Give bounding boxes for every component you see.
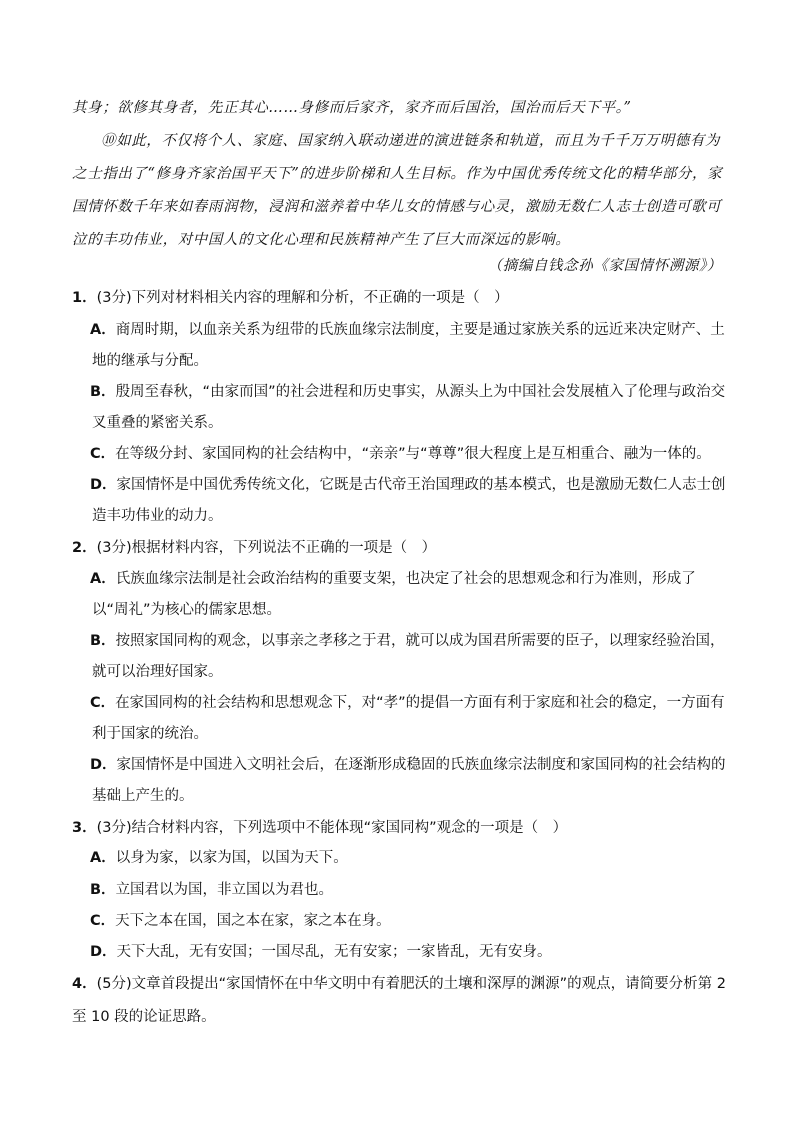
question-2-option-c (92, 688, 728, 750)
option-letter: D． (90, 944, 117, 960)
question-3-option-a (92, 843, 728, 874)
option-text: 家国情怀是中国优秀传统文化，它既是古代帝王治国理政的基本模式，也是激励无数仁人志士创造丰功伟业的动力。 (92, 477, 726, 524)
question-number: 2． (72, 540, 97, 556)
option-text: 在家国同构的社会结构和思想观念下，对“孝”的提倡一方面有利于家庭和社会的稳定，一方面有利于国家的统治。 (92, 695, 725, 742)
option-letter: B． (90, 882, 116, 898)
option-text: 立国君以为国，非立国以为君也。 (115, 882, 334, 898)
option-letter: A． (90, 850, 116, 866)
option-letter: C． (90, 446, 116, 462)
question-3-stem (72, 812, 732, 845)
passage-line: 其身；欲修其身者，先正其心……身修而后家齐，家齐而后国治，国治而后天下平。” (72, 100, 632, 116)
option-text: 氏族血缘宗法制是社会政治结构的重要支架，也决定了社会的思想观念和行为准则，形成了以“周礼”为核心的儒家思想。 (92, 571, 696, 618)
question-1-option-a (92, 315, 728, 377)
passage-source: （摘编自钱念孙《家国情怀溯源》） (487, 258, 722, 274)
option-letter: C． (90, 913, 116, 929)
option-letter: C． (90, 695, 116, 711)
option-text: 商周时期，以血亲关系为纽带的氏族血缘宗法制度，主要是通过家族关系的远近来决定财产、土地的继承与分配。 (92, 322, 725, 369)
question-1-option-b (92, 377, 728, 439)
question-text: (3分)根据材料内容，下列说法不正确的一项是（ ） (96, 540, 437, 556)
question-1-option-d (92, 470, 728, 532)
option-letter: B． (90, 384, 116, 400)
option-text: 天下之本在国，国之本在家，家之本在身。 (115, 913, 391, 929)
question-2-option-a (92, 564, 728, 626)
option-text: 在等级分封、家国同构的社会结构中，“亲亲”与“尊尊”很大程度上是互相重合、融为一体的。 (115, 446, 711, 462)
option-text: 天下大乱，无有安国；一国尽乱，无有安家；一家皆乱，无有安身。 (116, 944, 552, 960)
question-2-option-b (92, 626, 728, 688)
question-number: 3． (72, 820, 97, 836)
option-letter: A． (90, 571, 116, 587)
question-1-option-c (92, 439, 728, 470)
option-letter: B． (90, 633, 116, 649)
question-4-stem (72, 968, 732, 1034)
question-3-option-b (92, 875, 728, 906)
question-text: (5分)文章首段提出“家国情怀在中华文明中有着肥沃的土壤和深厚的渊源”的观点，请简要分析第 2 至 10 段的论证思路。 (72, 976, 726, 1025)
option-text: 按照家国同构的观念，以事亲之孝移之于君，就可以成为国君所需要的臣子，以理家经验治国，就可以治理好国家。 (92, 633, 725, 680)
option-text: 家国情怀是中国进入文明社会后，在逐渐形成稳固的氏族血缘宗法制度和家国同构的社会结构的基础上产生的。 (92, 757, 726, 804)
option-letter: D． (90, 477, 117, 493)
question-number: 4． (72, 976, 97, 992)
question-2-stem (72, 532, 732, 565)
question-text: (3分)下列对材料相关内容的理解和分析，不正确的一项是（ ） (96, 290, 509, 306)
option-letter: D． (90, 757, 117, 773)
passage-paragraph-10: ⑩如此，不仅将个人、家庭、国家纳入联动递进的演进链条和轨道，而且为千千万万明德有为之士指出了“修身齐家治国平天下”的进步阶梯和人生目标。作为中国优秀传统文化的精华部分，家国情怀数千年来如春雨润物，浸润和滋养着中华儿女的情感与心灵，激励无数仁人志士创造可歌可泣的丰功伟业，对中国人的文化心理和民族精神产生了巨大而深远的影响。 (72, 133, 723, 248)
question-3-option-d (92, 937, 728, 968)
option-letter: A． (90, 322, 116, 338)
question-number: 1． (72, 290, 97, 306)
option-text: 以身为家，以家为国，以国为天下。 (115, 850, 348, 866)
option-text: 殷周至春秋，“由家而国”的社会进程和历史事实，从源头上为中国社会发展植入了伦理与政治交叉重叠的紧密关系。 (92, 384, 726, 431)
question-2-option-d (92, 750, 728, 812)
question-text: (3分)结合材料内容，下列选项中不能体现“家国同构”观念的一项是（ ） (96, 820, 568, 836)
question-3-option-c (92, 906, 728, 937)
question-1-stem (72, 282, 732, 315)
